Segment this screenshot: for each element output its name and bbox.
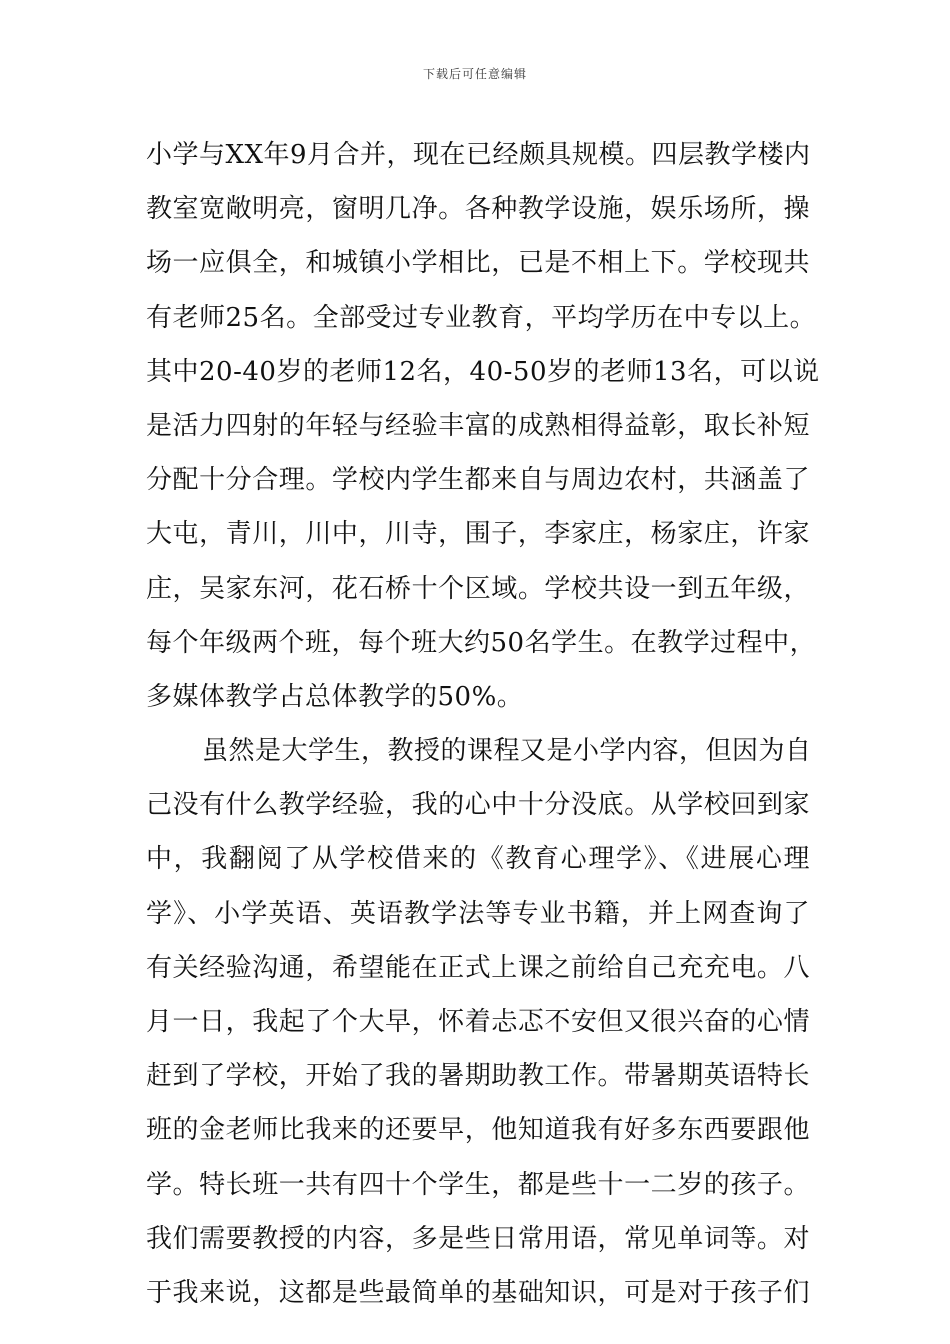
text-line: 大屯，青川，川中，川寺，围子，李家庄，杨家庄，许家	[146, 519, 810, 550]
text-line: 有老师25名。全部受过专业教育，平均学历在中专以上。	[146, 302, 817, 333]
paragraph-1	[146, 128, 820, 724]
text-line: 其中20-40岁的老师12名，40-50岁的老师13名，可以说	[146, 356, 820, 387]
text-line: 多媒体教学占总体教学的50%。	[146, 681, 524, 712]
text-line: 庄，吴家东河，花石桥十个区域。学校共设一到五年级，	[146, 573, 810, 604]
text-line: 赶到了学校，开始了我的暑期助教工作。带暑期英语特长	[146, 1061, 810, 1092]
text-line: 我们需要教授的内容，多是些日常用语，常见单词等。对	[146, 1223, 810, 1254]
text-line: 是活力四射的年轻与经验丰富的成熟相得益彰，取长补短	[146, 410, 810, 441]
text-line: 场一应俱全，和城镇小学相比，已是不相上下。学校现共	[146, 248, 810, 279]
text-line: 教室宽敞明亮，窗明几净。各种教学设施，娱乐场所，操	[146, 194, 810, 225]
text-line: 学。特长班一共有四十个学生，都是些十一二岁的孩子。	[146, 1169, 810, 1200]
text-line: 于我来说，这都是些最简单的基础知识，可是对于孩子们	[146, 1277, 810, 1308]
text-line: 虽然是大学生，教授的课程又是小学内容，但因为自	[202, 736, 812, 767]
text-line: 己没有什么教学经验，我的心中十分没底。从学校回到家	[146, 790, 810, 821]
text-line: 小学与XX年9月合并，现在已经颇具规模。四层教学楼内	[146, 140, 811, 170]
paragraph-2	[146, 724, 810, 1320]
text-line: 中，我翻阅了从学校借来的《教育心理学》、《进展心理	[146, 844, 810, 875]
text-line: 学》、小学英语、英语教学法等专业书籍，并上网查询了	[146, 898, 810, 929]
text-line: 有关经验沟通，希望能在正式上课之前给自己充充电。八	[146, 952, 810, 983]
text-line: 每个年级两个班，每个班大约50名学生。在教学过程中，	[146, 627, 817, 658]
text-line: 月一日，我起了个大早，怀着忐忑不安但又很兴奋的心情	[146, 1007, 810, 1037]
text-line: 分配十分合理。学校内学生都来自与周边农村，共涵盖了	[146, 465, 810, 496]
page-header: 下载后可任意编辑	[422, 67, 527, 81]
text-line: 班的金老师比我来的还要早，他知道我有好多东西要跟他	[146, 1115, 810, 1146]
document-body	[146, 128, 820, 1320]
